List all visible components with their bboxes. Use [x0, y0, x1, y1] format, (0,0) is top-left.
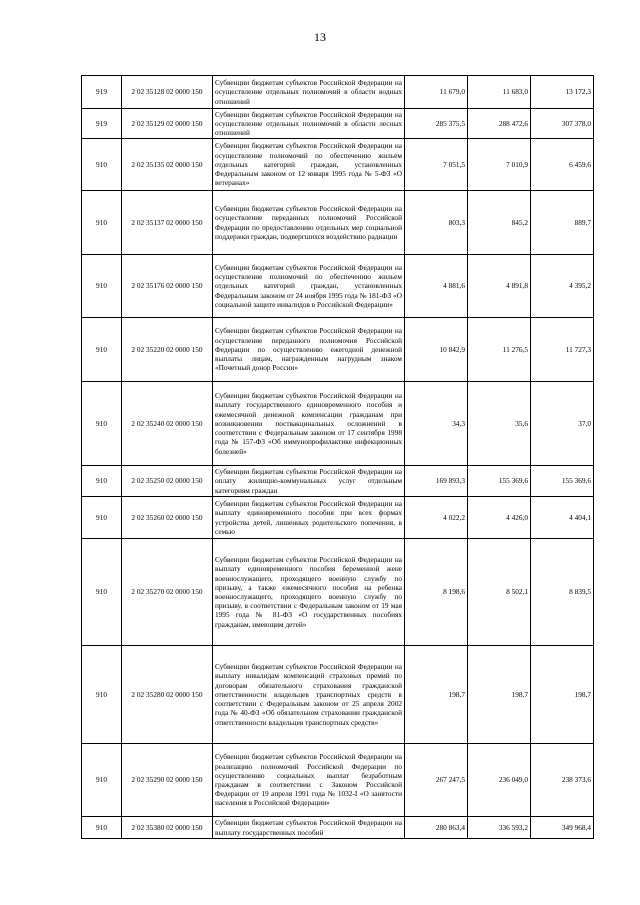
budget-code-cell: 2 02 35290 02 0000 150: [122, 744, 213, 817]
budget-code-cell: 2 02 35250 02 0000 150: [122, 466, 213, 497]
admin-code-cell: 910: [82, 539, 122, 646]
amount-year1-cell: 169 893,3: [405, 466, 468, 497]
income-name-cell: Субвенции бюджетам субъектов Российской Федерации на осуществление отдельных полномочий в области водных отношений: [213, 76, 405, 109]
table-row: [82, 76, 594, 109]
budget-code-cell: 2 02 35220 02 0000 150: [122, 318, 213, 382]
income-name-cell: Субвенции бюджетам субъектов Российской Федерации на выплату единовременного пособия беременной жене военнослужащего, проходящего военную службу по призыву, а также ежемесячного пособия на ребенка военнослужащего, проходящего военную службу по призыву, в соответствии с Федеральным законом от 19 мая 1995 года № 81-ФЗ «О государственных пособиях гражданам, имеющим детей»: [213, 539, 405, 646]
amount-year3-cell: 6 459,6: [531, 139, 594, 191]
amount-year3-cell: 8 839,5: [531, 539, 594, 646]
amount-year3-cell: 13 172,3: [531, 76, 594, 109]
amount-year2-cell: 8 502,1: [468, 539, 531, 646]
amount-year2-cell: 155 369,6: [468, 466, 531, 497]
budget-code-cell: 2 02 35176 02 0000 150: [122, 255, 213, 318]
amount-year1-cell: 198,7: [405, 646, 468, 744]
amount-year3-cell: 4 404,1: [531, 497, 594, 539]
amount-year3-cell: 349 968,4: [531, 817, 594, 839]
amount-year2-cell: 35,6: [468, 382, 531, 466]
table-row: [82, 318, 594, 382]
table-body: [82, 76, 594, 839]
income-name-cell: Субвенции бюджетам субъектов Российской Федерации на осуществление переданного полномочия Российской Федерации по осуществлению ежегодной денежной выплаты лицам, награжденным нагрудным знаком «Почетный донор России»: [213, 318, 405, 382]
amount-year3-cell: 4 395,2: [531, 255, 594, 318]
amount-year1-cell: 7 051,5: [405, 139, 468, 191]
amount-year2-cell: 11 683,0: [468, 76, 531, 109]
amount-year3-cell: 238 373,6: [531, 744, 594, 817]
income-name-cell: Субвенции бюджетам субъектов Российской Федерации на выплату единовременного пособия при всех формах устройства детей, лишенных родительского попечения, в семью: [213, 497, 405, 539]
amount-year1-cell: 34,3: [405, 382, 468, 466]
table-row: [82, 539, 594, 646]
budget-code-cell: 2 02 35137 02 0000 150: [122, 191, 213, 255]
admin-code-cell: 919: [82, 76, 122, 109]
table-row: [82, 109, 594, 139]
admin-code-cell: 910: [82, 646, 122, 744]
budget-code-cell: 2 02 35129 02 0000 150: [122, 109, 213, 139]
income-name-cell: Субвенции бюджетам субъектов Российской Федерации на осуществление полномочий по обеспечению жильем отдельных категорий граждан, установленных Федеральным законом от 12 января 1995 года № 5-ФЗ «О ветеранах»: [213, 139, 405, 191]
page-number: 13: [314, 30, 326, 44]
income-name-cell: Субвенции бюджетам субъектов Российской Федерации на выплату государственных пособий: [213, 817, 405, 839]
budget-code-cell: 2 02 35240 02 0000 150: [122, 382, 213, 466]
admin-code-cell: 910: [82, 817, 122, 839]
admin-code-cell: 919: [82, 109, 122, 139]
admin-code-cell: 910: [82, 139, 122, 191]
table-row: [82, 744, 594, 817]
income-name-cell: Субвенции бюджетам субъектов Российской Федерации на оплату жилищно-коммунальных услуг отдельным категориям граждан: [213, 466, 405, 497]
amount-year3-cell: 198,7: [531, 646, 594, 744]
income-name-cell: Субвенции бюджетам субъектов Российской Федерации на выплату инвалидам компенсаций страховых премий по договорам обязательного страхования гражданской ответственности владельцев транспортных средств в соответствии с Федеральным законом от 25 апреля 2002 года № 40-ФЗ «Об обязательном страховании гражданской ответственности владельцев транспортных средств»: [213, 646, 405, 744]
amount-year3-cell: 155 369,6: [531, 466, 594, 497]
amount-year1-cell: 803,3: [405, 191, 468, 255]
amount-year2-cell: 7 010,9: [468, 139, 531, 191]
amount-year2-cell: 845,2: [468, 191, 531, 255]
amount-year1-cell: 8 198,6: [405, 539, 468, 646]
amount-year1-cell: 4 022,2: [405, 497, 468, 539]
amount-year1-cell: 11 679,0: [405, 76, 468, 109]
income-name-cell: Субвенции бюджетам субъектов Российской Федерации на осуществление отдельных полномочий в области лесных отношений: [213, 109, 405, 139]
amount-year2-cell: 236 049,0: [468, 744, 531, 817]
table-row: [82, 139, 594, 191]
amount-year1-cell: 267 247,5: [405, 744, 468, 817]
table-row: [82, 646, 594, 744]
amount-year3-cell: 11 727,3: [531, 318, 594, 382]
budget-code-cell: 2 02 35128 02 0000 150: [122, 76, 213, 109]
table-row: [82, 191, 594, 255]
amount-year2-cell: 336 593,2: [468, 817, 531, 839]
budget-code-cell: 2 02 35135 02 0000 150: [122, 139, 213, 191]
admin-code-cell: 910: [82, 497, 122, 539]
budget-code-cell: 2 02 35260 02 0000 150: [122, 497, 213, 539]
admin-code-cell: 910: [82, 466, 122, 497]
budget-code-cell: 2 02 35280 02 0000 150: [122, 646, 213, 744]
admin-code-cell: 910: [82, 744, 122, 817]
income-name-cell: Субвенции бюджетам субъектов Российской Федерации на реализацию полномочий Российской Федерации по осуществлению социальных выплат безработным гражданам в соответствии с Законом Российской Федерации от 19 апреля 1991 года № 1032-I «О занятости населения в Российской Федерации»: [213, 744, 405, 817]
income-name-cell: Субвенции бюджетам субъектов Российской Федерации на осуществление полномочий по обеспечению жильем отдельных категорий граждан, установленных Федеральным законом от 24 ноября 1995 года № 181-ФЗ «О социальной защите инвалидов в Российской Федерации»: [213, 255, 405, 318]
amount-year2-cell: 198,7: [468, 646, 531, 744]
table-row: [82, 817, 594, 839]
amount-year2-cell: 4 891,8: [468, 255, 531, 318]
budget-code-cell: 2 02 35270 02 0000 150: [122, 539, 213, 646]
table-row: [82, 466, 594, 497]
amount-year3-cell: 37,0: [531, 382, 594, 466]
table-row: [82, 255, 594, 318]
admin-code-cell: 910: [82, 255, 122, 318]
budget-revenue-table: [81, 75, 594, 839]
admin-code-cell: 910: [82, 191, 122, 255]
amount-year1-cell: 285 375,5: [405, 109, 468, 139]
income-name-cell: Субвенции бюджетам субъектов Российской Федерации на осуществление переданных полномочий Российской Федерации по предоставлению отдельных мер социальной поддержки граждан, подвергшихся воздействию радиации: [213, 191, 405, 255]
amount-year2-cell: 4 426,0: [468, 497, 531, 539]
amount-year1-cell: 4 881,6: [405, 255, 468, 318]
amount-year3-cell: 889,7: [531, 191, 594, 255]
admin-code-cell: 910: [82, 382, 122, 466]
amount-year2-cell: 288 472,6: [468, 109, 531, 139]
budget-code-cell: 2 02 35380 02 0000 150: [122, 817, 213, 839]
amount-year1-cell: 10 842,9: [405, 318, 468, 382]
amount-year3-cell: 307 378,0: [531, 109, 594, 139]
income-name-cell: Субвенции бюджетам субъектов Российской Федерации на выплату государственного единовременного пособия и ежемесячной денежной компенсации гражданам при возникновении поствакцинальных осложнений в соответствии с Федеральным законом от 17 сентября 1998 года № 157-ФЗ «Об иммунопрофилактике инфекционных болезней»: [213, 382, 405, 466]
table-row: [82, 382, 594, 466]
table-row: [82, 497, 594, 539]
admin-code-cell: 910: [82, 318, 122, 382]
amount-year1-cell: 280 863,4: [405, 817, 468, 839]
amount-year2-cell: 11 276,5: [468, 318, 531, 382]
